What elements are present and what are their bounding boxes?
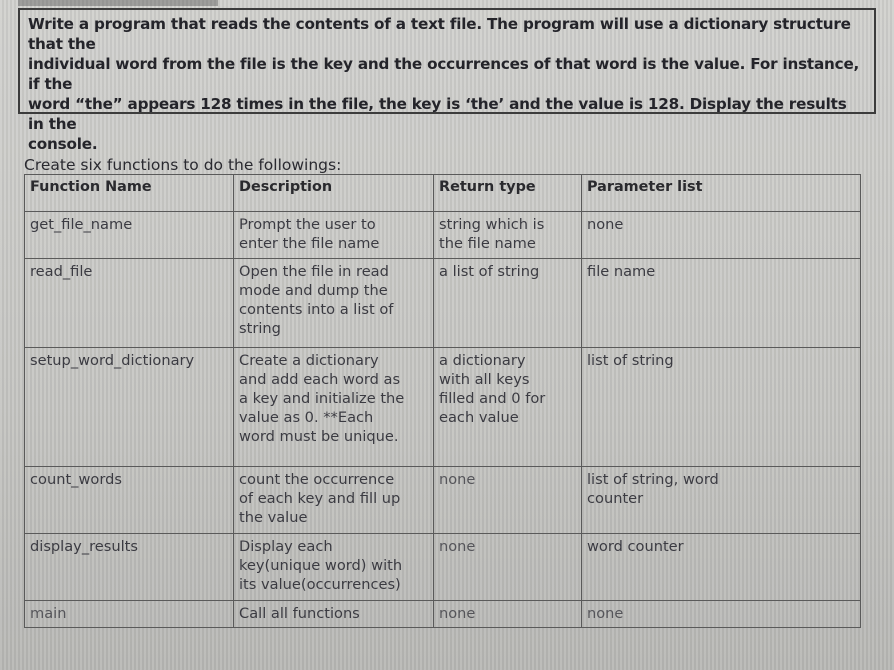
parameter-cell — [582, 601, 861, 628]
description-line: a key and initialize the — [239, 390, 405, 407]
description-line: count the occurrence — [239, 471, 395, 488]
return-type-cell — [434, 212, 582, 259]
table-row — [25, 467, 861, 534]
description-line: and add each word as — [239, 371, 401, 388]
return-type-cell — [434, 534, 582, 601]
description-line: Create a dictionary — [239, 352, 379, 369]
problem-line: Write a program that reads the contents of a text file. The program will use a dictionary structure that the — [28, 15, 851, 53]
parameter-line: counter — [587, 490, 644, 507]
description-line: contents into a list of — [239, 301, 394, 318]
header-function-name: Function Name — [25, 175, 234, 212]
function-spec-table — [24, 174, 861, 628]
description-line: enter the file name — [239, 235, 380, 252]
return-type-line: the file name — [439, 235, 536, 252]
description-line: word must be unique. — [239, 428, 399, 445]
description-cell — [234, 212, 434, 259]
return-type-line: none — [439, 538, 476, 555]
function-name-cell: read_file — [25, 259, 234, 348]
problem-line: individual word from the file is the key and the occurrences of that word is the value. For instance, if the — [28, 55, 860, 93]
header-parameter-list: Parameter list — [582, 175, 861, 212]
description-cell — [234, 534, 434, 601]
return-type-line: with all keys — [439, 371, 530, 388]
problem-line: word “the” appears 128 times in the file, the key is ‘the’ and the value is 128. Display the results in the — [28, 95, 847, 133]
function-name-cell: get_file_name — [25, 212, 234, 259]
function-name-cell: setup_word_dictionary — [25, 348, 234, 467]
parameter-cell — [582, 534, 861, 601]
table-caption: Create six functions to do the followings: — [24, 156, 342, 174]
problem-line: console. — [28, 135, 98, 153]
return-type-line: none — [439, 471, 476, 488]
description-cell — [234, 259, 434, 348]
parameter-cell — [582, 348, 861, 467]
return-type-line: string which is — [439, 216, 545, 233]
function-name-cell: count_words — [25, 467, 234, 534]
description-line: Call all functions — [239, 605, 360, 622]
parameter-line: none — [587, 605, 624, 622]
parameter-cell — [582, 467, 861, 534]
table-row — [25, 348, 861, 467]
function-name-cell: main — [25, 601, 234, 628]
return-type-line: a list of string — [439, 263, 540, 280]
table-row — [25, 601, 861, 628]
table-row — [25, 259, 861, 348]
parameter-cell — [582, 259, 861, 348]
table-header-row — [25, 175, 861, 212]
table-row — [25, 212, 861, 259]
return-type-cell — [434, 601, 582, 628]
previous-heading-edge — [18, 0, 218, 6]
description-line: value as 0. **Each — [239, 409, 374, 426]
description-line: mode and dump the — [239, 282, 388, 299]
parameter-line: file name — [587, 263, 656, 280]
header-description: Description — [234, 175, 434, 212]
return-type-line: none — [439, 605, 476, 622]
return-type-line: a dictionary — [439, 352, 526, 369]
header-return-type: Return type — [434, 175, 582, 212]
parameter-cell — [582, 212, 861, 259]
return-type-line: each value — [439, 409, 519, 426]
description-line: key(unique word) with — [239, 557, 403, 574]
parameter-line: none — [587, 216, 624, 233]
table-row — [25, 534, 861, 601]
description-cell — [234, 467, 434, 534]
return-type-cell — [434, 259, 582, 348]
description-line: the value — [239, 509, 308, 526]
return-type-cell — [434, 467, 582, 534]
description-line: Prompt the user to — [239, 216, 376, 233]
description-line: of each key and fill up — [239, 490, 401, 507]
description-line: Open the file in read — [239, 263, 389, 280]
description-cell — [234, 601, 434, 628]
return-type-line: filled and 0 for — [439, 390, 546, 407]
parameter-line: list of string — [587, 352, 674, 369]
description-line: string — [239, 320, 281, 337]
description-line: its value(occurrences) — [239, 576, 401, 593]
description-cell — [234, 348, 434, 467]
description-line: Display each — [239, 538, 333, 555]
return-type-cell — [434, 348, 582, 467]
problem-statement — [18, 8, 876, 153]
parameter-line: list of string, word — [587, 471, 719, 488]
function-name-cell: display_results — [25, 534, 234, 601]
parameter-line: word counter — [587, 538, 684, 555]
